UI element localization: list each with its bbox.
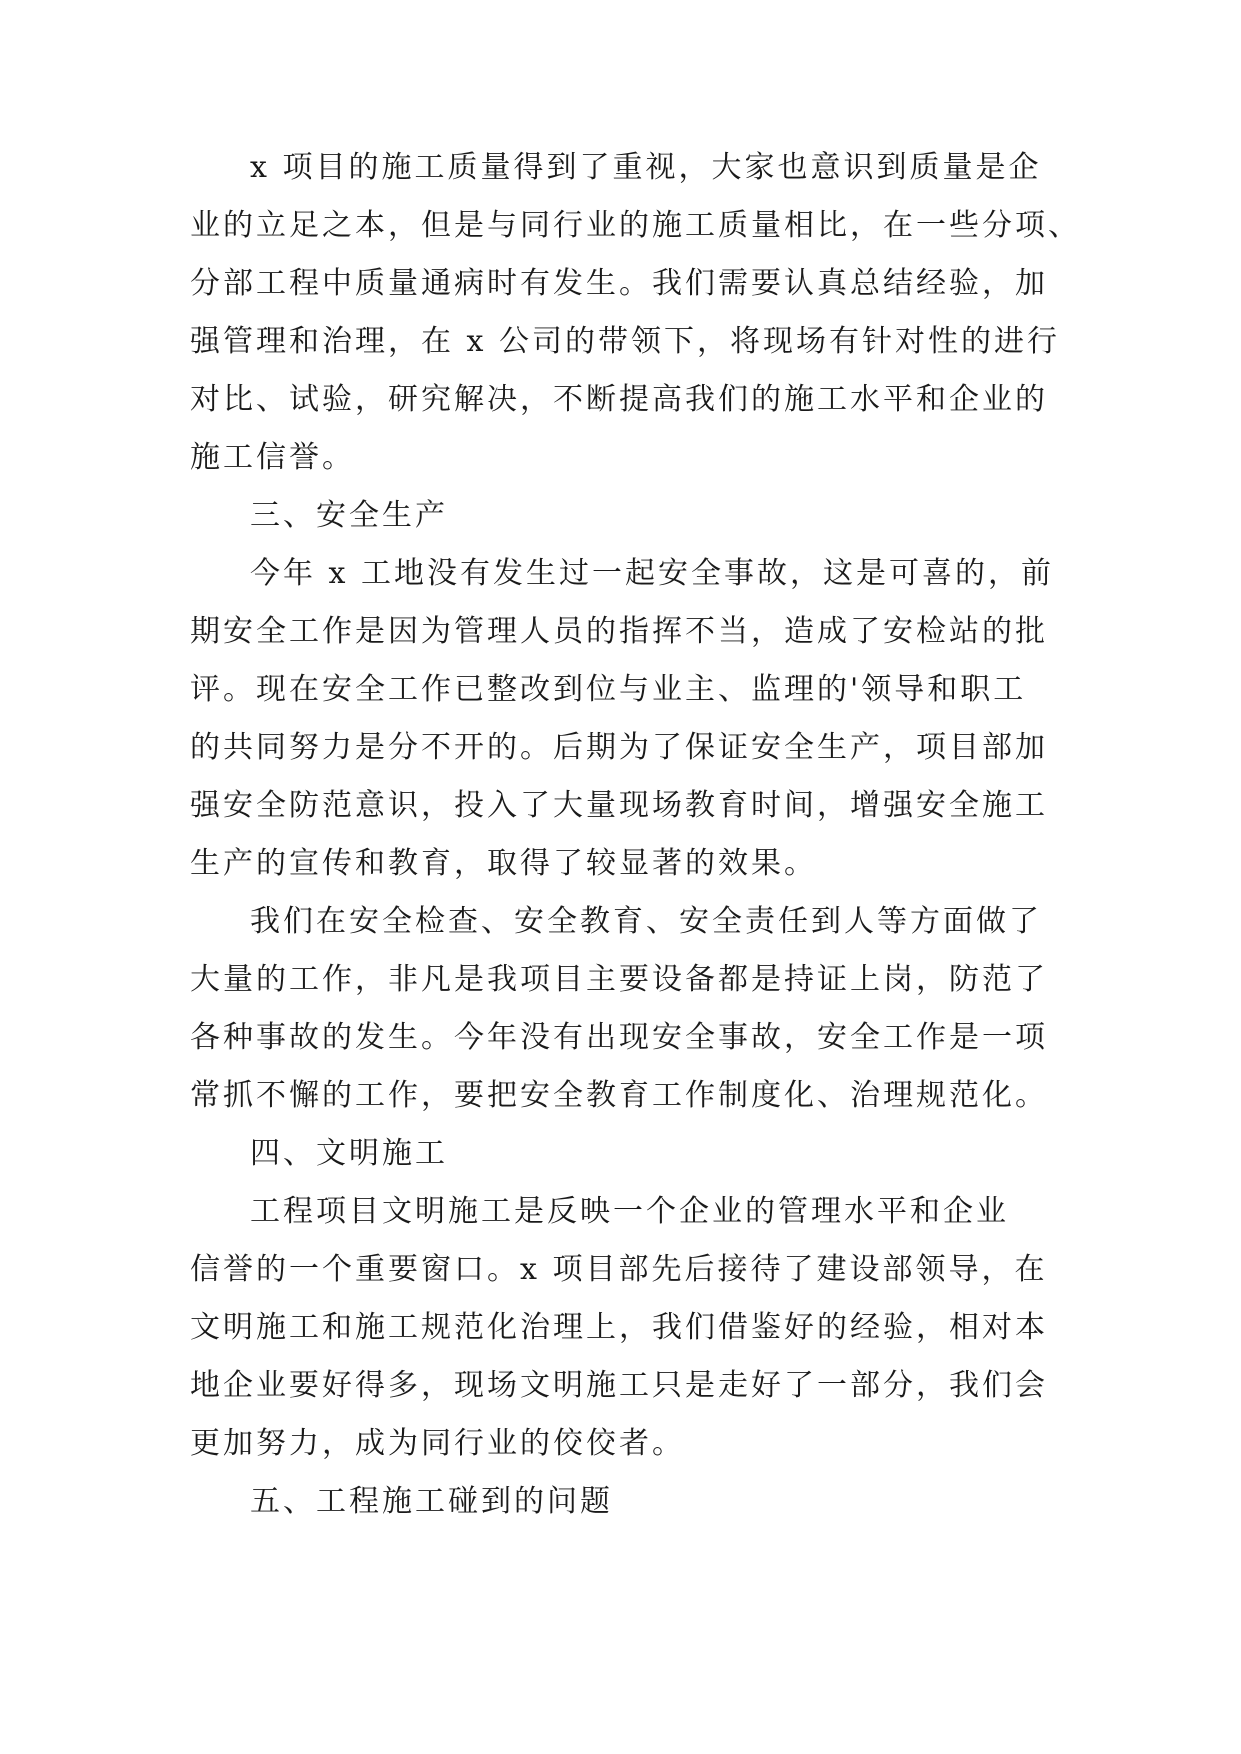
paragraph-line: 业的立足之本，但是与同行业的施工质量相比，在一些分项、 (190, 208, 1081, 243)
paragraph-line: 评。现在安全工作已整改到位与业主、监理的'领导和职工 (190, 672, 1027, 707)
section-heading: 三、安全生产 (250, 498, 448, 533)
paragraph-line: 期安全工作是因为管理人员的指挥不当，造成了安检站的批 (190, 614, 1048, 649)
paragraph-line: 生产的宣传和教育，取得了较显著的效果。 (190, 846, 817, 881)
paragraph-line: 今年 x 工地没有发生过一起安全事故，这是可喜的，前 (250, 556, 1054, 591)
paragraph-line: x 项目的施工质量得到了重视，大家也意识到质量是企 (250, 150, 1042, 185)
section-heading: 四、文明施工 (250, 1136, 448, 1171)
paragraph-line: 强安全防范意识，投入了大量现场教育时间，增强安全施工 (190, 788, 1048, 823)
paragraph-line: 大量的工作，非凡是我项目主要设备都是持证上岗，防范了 (190, 962, 1048, 997)
paragraph-line: 我们在安全检查、安全教育、安全责任到人等方面做了 (250, 904, 1042, 939)
paragraph-line: 分部工程中质量通病时有发生。我们需要认真总结经验，加 (190, 266, 1048, 301)
paragraph-line: 地企业要好得多，现场文明施工只是走好了一部分，我们会 (190, 1368, 1048, 1403)
paragraph-line: 信誉的一个重要窗口。x 项目部先后接待了建设部领导，在 (190, 1252, 1048, 1287)
paragraph-line: 工程项目文明施工是反映一个企业的管理水平和企业 (250, 1194, 1009, 1229)
paragraph-line: 施工信誉。 (190, 440, 355, 475)
section-heading: 五、工程施工碰到的问题 (250, 1484, 613, 1519)
paragraph-line: 文明施工和施工规范化治理上，我们借鉴好的经验，相对本 (190, 1310, 1048, 1345)
paragraph-line: 对比、试验，研究解决，不断提高我们的施工水平和企业的 (190, 382, 1048, 417)
paragraph-line: 常抓不懈的工作，要把安全教育工作制度化、治理规范化。 (190, 1078, 1048, 1113)
paragraph-line: 强管理和治理，在 x 公司的带领下，将现场有针对性的进行 (190, 324, 1060, 359)
paragraph-line: 各种事故的发生。今年没有出现安全事故，安全工作是一项 (190, 1020, 1048, 1055)
paragraph-line: 的共同努力是分不开的。后期为了保证安全生产，项目部加 (190, 730, 1048, 765)
paragraph-line: 更加努力，成为同行业的佼佼者。 (190, 1426, 685, 1461)
